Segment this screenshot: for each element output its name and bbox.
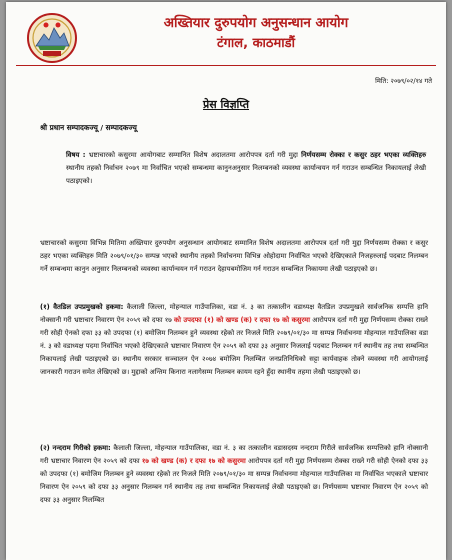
section-two-line: कैलाली जिल्ला, मोहन्याल गाउँपालिका, वडा नं. ३ का तत्कालीन: [113, 444, 272, 452]
section-one-highlight: को उपदफा (१) को खण्ड (क) र दफा १७ को कसुरमा: [174, 315, 310, 324]
organization-name: अख्तियार दुरुपयोग अनुसन्धान आयोग: [163, 15, 349, 31]
subject-block: [66, 149, 426, 188]
subject-label: विषय :: [66, 151, 86, 159]
organization-address: टंगाल, काठमाडौं: [217, 36, 295, 51]
press-release-page: [6, 2, 446, 560]
intro-line: अदालतमा आरोपपत्र दर्ता गरी मुद्दा निर्णयसम्म रोक्का र कसुर ठहर भएका व्यक्तिहरु मिति: [40, 239, 428, 260]
section-one-heading: (१) वैतडिल उपप्रमुखको हकमा:: [40, 303, 124, 311]
section-one-line: आरोपपत्र दर्ता गरी मुद्दा निर्णयसम्म रोक्का राख्ने गरी सोही ऐनको दफा ३३ को उपदफा (१) बमोजिम: [40, 315, 428, 337]
government-emblem-icon: [26, 12, 78, 64]
document-title: प्रेस विज्ञप्ति: [202, 98, 250, 111]
section-one-line: निजलाई पदबाट निलम्बन गर्न स्थानीय तह तथा सम्बन्धित निकायलाई लेखी पठाइएको छ। स्थानीय सरकार: [40, 341, 428, 363]
section-one-line: वडाध्यक्ष वैतडिल उपप्रमुखले सार्वजनिक सम्पत्ति हानि नोक्सानी गरी भ्रष्टाचार निवारण ऐन २०५९ को दफा १७: [40, 303, 428, 324]
section-two-heading: (२) नन्दराम गिरीको हकमा:: [40, 444, 111, 452]
section-two-line: निलम्बन गर्न स्थानीय तह तथा सम्बन्धित निकायलाई लेखी पठाइएको छ।: [141, 482, 321, 491]
issue-date: मिति: २०७९/०२/१४ गते: [375, 77, 432, 85]
subject-bold-text: निर्णयसम्म रोक्का र कसुर ठहर भएका व्यक्तिहरु: [301, 151, 427, 159]
section-one-line: वडा नं. ३ को वडाध्यक्ष पदमा निर्वाचित भएको देखिएकाले भ्रष्टाचार निवारण ऐन २०५९ को दफा ३३ अनुसार: [40, 328, 428, 350]
section-one-paragraph: [40, 301, 428, 378]
section-one-line: आयोगलाई जानकारी गराउन समेत लेखिएको छ। मुद्दाको अन्तिम किनारा नलागेसम्म: [40, 354, 428, 376]
section-two-line: आरोपपत्र दर्ता गरी मुद्दा निर्णयसम्म रोक्का राख्ने गरी सोही ऐनको दफा ३३ को उपदफा (१) बमोजिम: [40, 456, 428, 478]
intro-line: २०७९/०१/३० सम्पन्न भएको स्थानीय तहको निर्वाचनमा विभिन्न ओहोदामा निर्वाचित भएको देखिएकाले: [110, 251, 357, 260]
subject-text: भ्रष्टाचारको कसुरमा आयोगबाट सम्मानित विशेष अदालतमा आरोपपत्र दर्ता गरी मुद्दा: [88, 151, 298, 159]
intro-line: देहायबमोजिम गर्न गराउन सम्बन्धित निकायमा लेखी पठाइएको छ।: [217, 264, 378, 273]
section-two-line: वडासदस्य नन्दराम गिरीले सार्वजनिक सम्पत्तिको हानि नोक्सानी गरी भ्रष्टाचार निवारण ऐन २०५९ को दफा: [40, 444, 428, 465]
section-two-highlight: १७ को खण्ड (क) र दफा १७ को कसुरमा: [141, 456, 246, 465]
section-one-line: निलम्बन हुने व्यवस्था रहेको तर निजले मिति २०७९/०१/३० मा सम्पन्न निर्वाचनमा मोहन्याल गाउँपालिका: [167, 328, 417, 337]
intro-line: भ्रष्टाचारको कसुरमा विभिन्न मितिमा अख्तियार दुरुपयोग अनुसन्धान आयोगबाट सम्मानित विशेष: [40, 239, 274, 247]
section-two-line: निर्णयसम्म भ्रष्टाचार निवारण ऐन २०५९ को दफा ३३ अनुसार निलम्बित: [40, 482, 428, 504]
intro-paragraph: [40, 237, 428, 276]
section-one-line: सञ्चालन ऐन २०७४ बमोजिम निलम्बित जनप्रतिनिधिको सट्टा कार्यवाहक तोक्ने व्यवस्था गरी: [165, 354, 399, 363]
salutation: श्री प्रधान सम्पादकज्यू / सम्पादकज्यू: [40, 123, 137, 132]
subject-rest-text: स्थानीय तहको निर्वाचन २०७९ मा निर्वाचित भएको सम्बन्धमा कानुनअनुसार निलम्बनको व्यवस्था कार्यान्वयन गर्न गराउन सम्बन्धित निकायलाई लेखी पठाइएको।: [66, 164, 426, 186]
section-two-line: निलम्बन हुने व्यवस्था रहेको तर निजले मिति २०७९/०१/३० मा सम्पन्न निर्वाचनमा मोहन्याल गाउँपालिका: [103, 469, 353, 478]
section-one-line: निलम्बन कायम रहने हुँदा स्थानीय तहमा लेखी पठाइएको छ।: [214, 367, 361, 376]
intro-line: निजहरुलाई पदबाट निलम्बन गर्ने सम्बन्धमा कानुन अनुसार निलम्बनको व्यवस्था कार्यान्वयन गर्न गराउन: [40, 251, 428, 273]
section-one-line: कैलाली जिल्ला, मोहन्याल गाउँपालिका, वडा नं. ३ का तत्कालीन: [126, 303, 291, 311]
section-two-paragraph: [40, 442, 428, 507]
header-divider: [16, 65, 436, 66]
section-two-line: मा निर्वाचित भएकाले भ्रष्टाचार निवारण ऐन २०५९ को दफा ३३ अनुसार: [40, 469, 428, 491]
